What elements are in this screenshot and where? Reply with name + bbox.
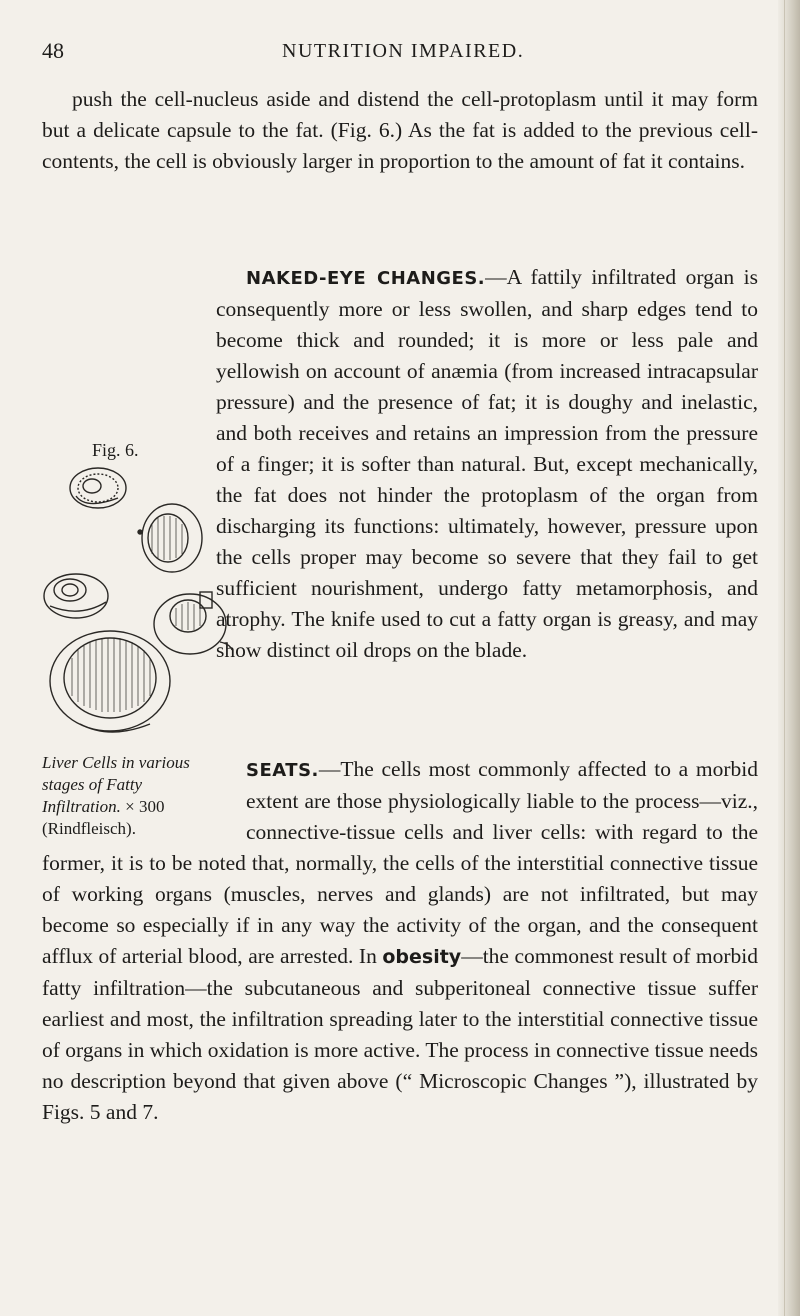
heading-naked-eye-changes: NAKED-EYE CHANGES. (246, 268, 486, 289)
cell-2 (138, 504, 202, 572)
heading-seats: SEATS. (246, 760, 319, 781)
liver-cells-illustration (40, 466, 240, 736)
seats-body-a: —The cells most commonly affected to a morbid extent are those physiologically liable to the process—viz., connective-tissue cells and liver cells: with regard to the former, it is to be noted that, normally, the cells of the interstitial connective tissue of working organs (muscles, nerves and glands) are not infiltrated, but may become so especially if in any way the activity of the organ, and the consequent afflux of arterial blood, are arrested. In (42, 757, 758, 968)
caption-roman: × 300 (Rindfleisch). (42, 797, 165, 838)
obesity-term: obesity (382, 946, 462, 968)
cell-3 (44, 574, 108, 618)
running-title: NUTRITION IMPAIRED. (282, 40, 525, 62)
caption-italic: Liver Cells in various stages of Fatty Infiltration. (42, 753, 190, 816)
cell-1 (70, 468, 126, 508)
paragraph-seats (42, 754, 758, 1128)
page-header (42, 38, 742, 68)
paragraph-1: push the cell-nucleus aside and distend the cell-protoplasm until it may form but a delicate capsule to the fat. (Fig. 6.) As the fat is added to the previous cell-contents, the cell is obviously larger in proportion to the amount of fat it contains. (42, 87, 758, 173)
naked-eye-changes-body: —A fattily infiltrated organ is consequently more or less swollen, and sharp edges tend to become thick and rounded; it is more or less pale and yellowish on account of anæmia (from increased intracapsular pressure) and the presence of fat; it is doughy and inelastic, and both receives and retains an impression from the pressure of a finger; it is softer than natural. But, except mechanically, the fat does not hinder the protoplasm of the organ from discharging its functions: ultimately, however, pressure upon the cells proper may become so severe that they fail to get sufficient nourishment, undergo fatty metamorphosis, and atrophy. The knife used to cut a fatty organ is greasy, and may show distinct oil drops on the blade. (216, 265, 758, 662)
book-gutter-edge (778, 0, 800, 1316)
cell-5 (50, 631, 170, 732)
seats-body-b: —the commonest result of morbid fatty infiltration—the subcutaneous and subperitoneal connective tissue suffer earliest and most, the infiltration spreading later to the interstitial connective tissue of organs in which oxidation is more active. The process in connective tissue needs no description beyond that given above (“ Microscopic Changes ”), illustrated by Figs. 5 and 7. (42, 944, 758, 1124)
cell-4 (154, 592, 232, 654)
figure-label: Fig. 6. (92, 440, 139, 460)
page-number: 48 (42, 38, 64, 63)
